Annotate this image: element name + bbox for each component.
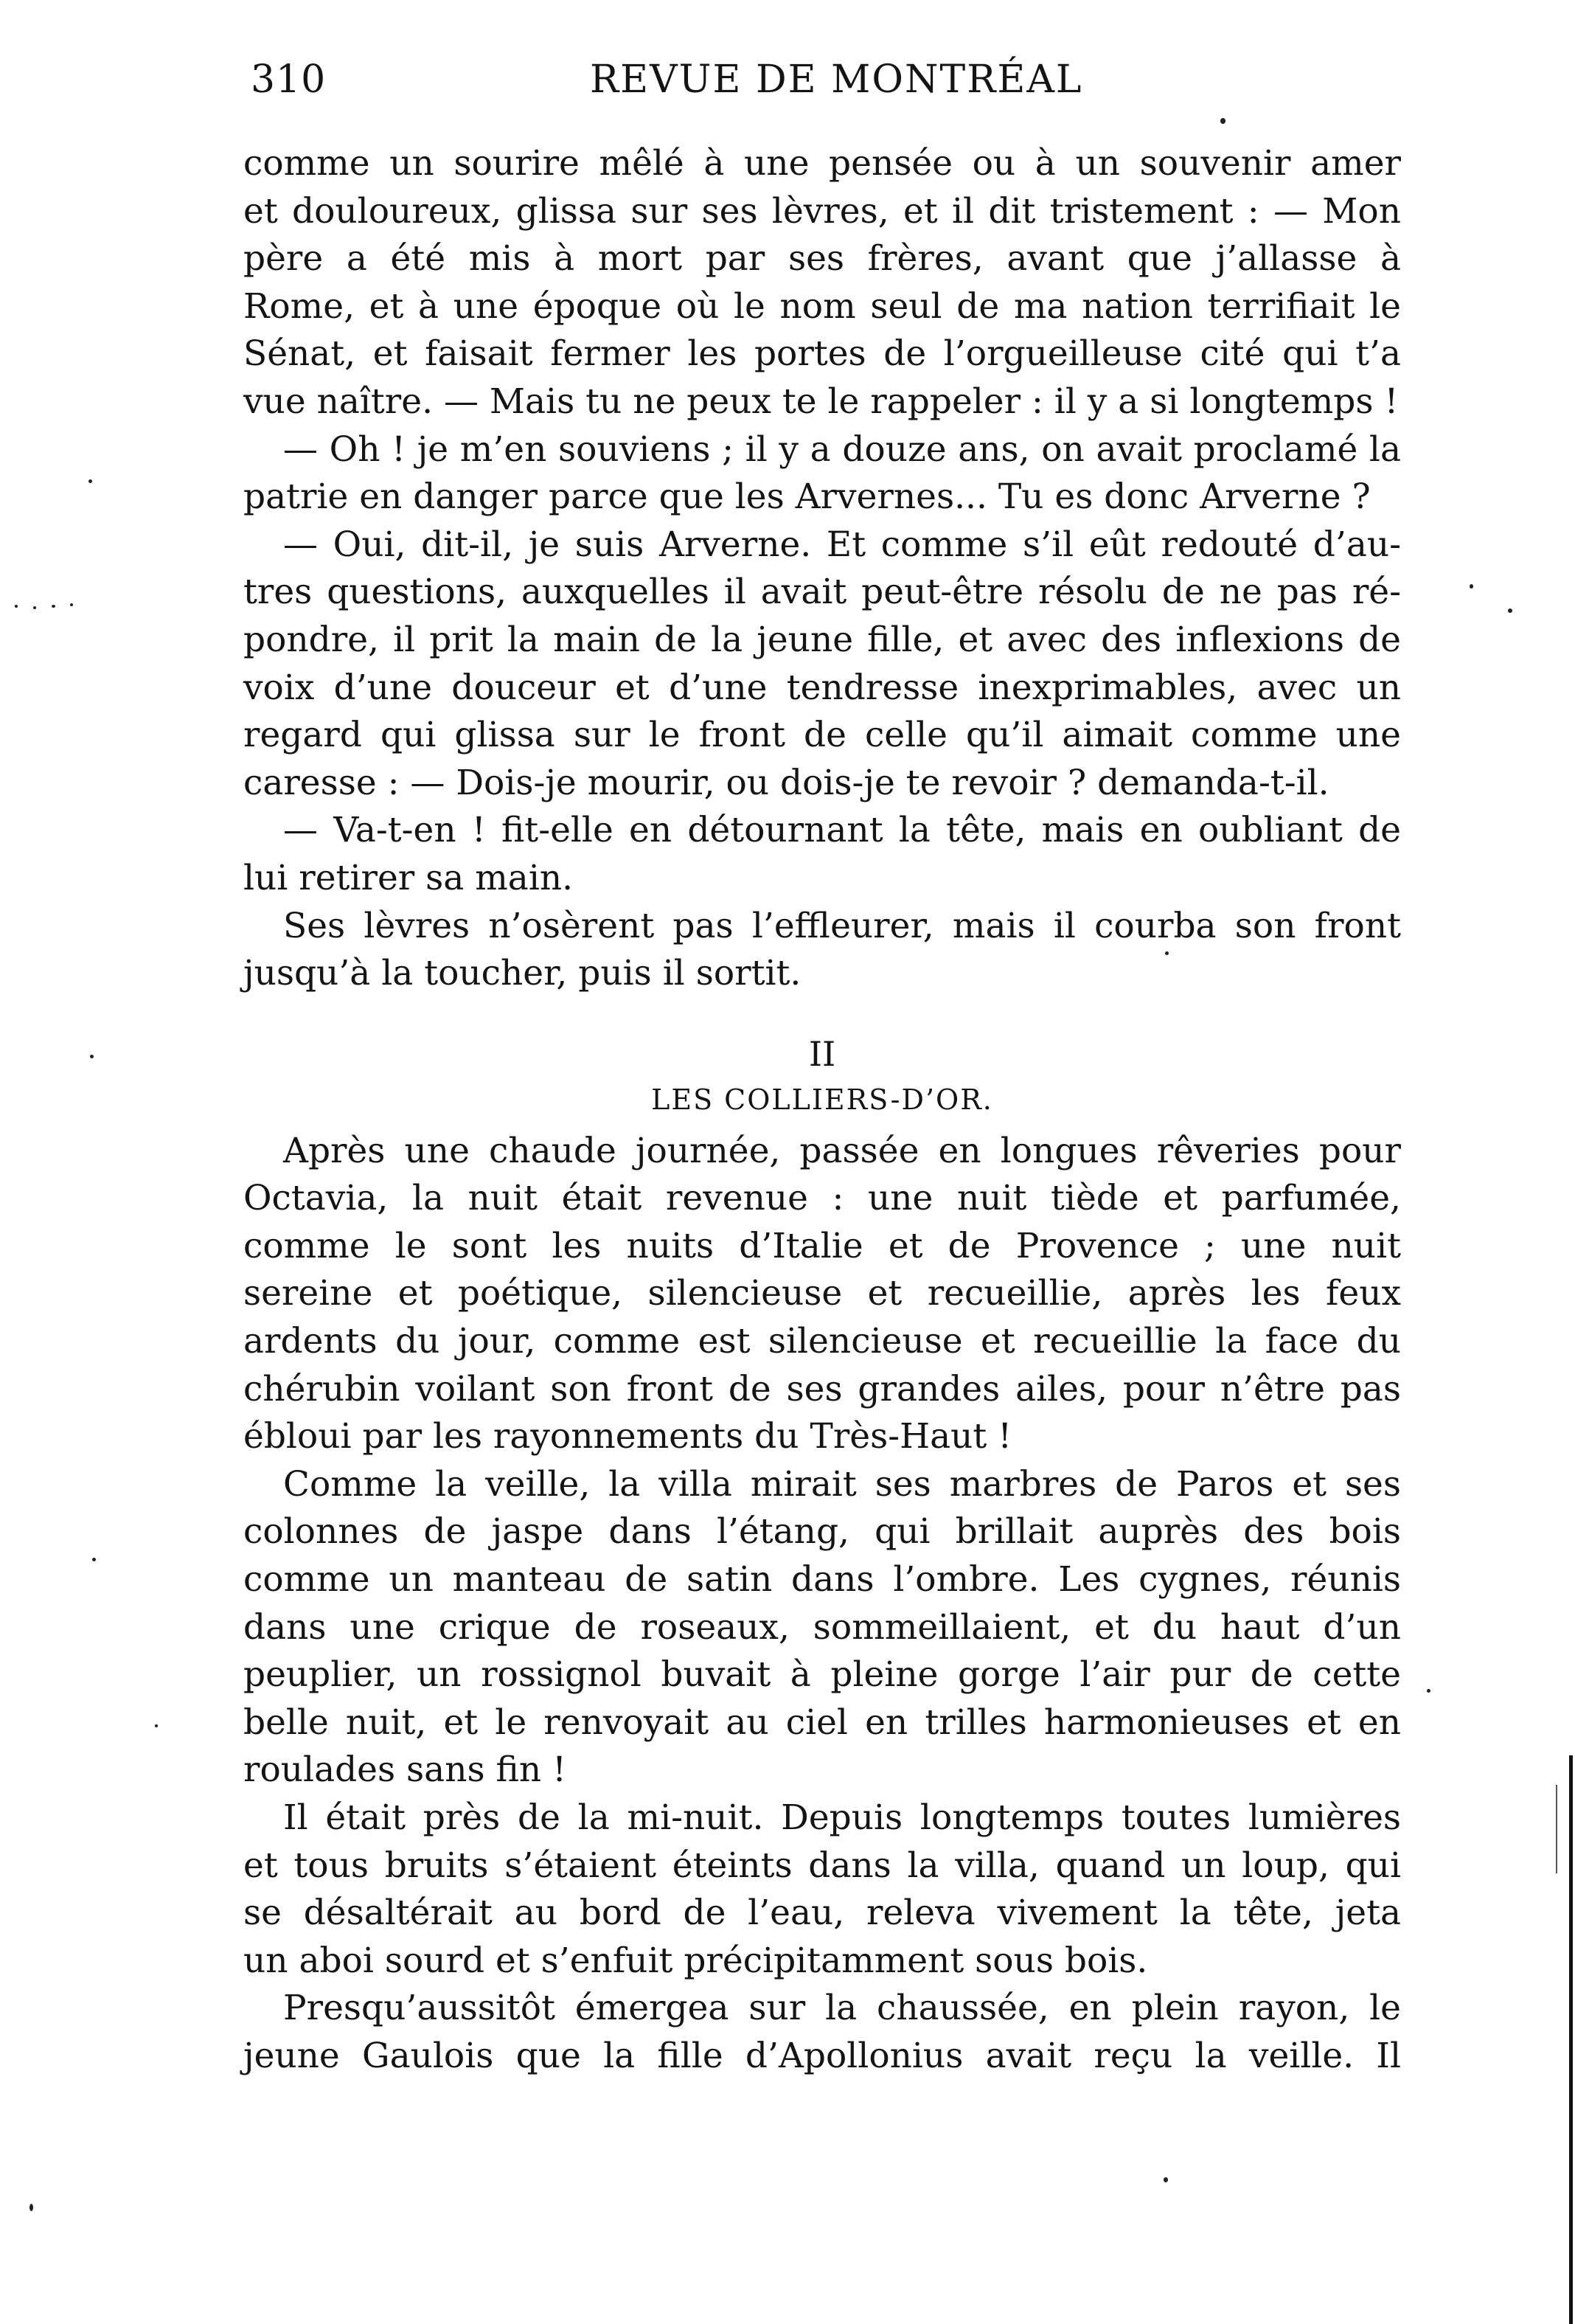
page-number: 310 [251, 58, 327, 102]
text-line: belle nuit, et le renvoyait au ciel en trilles harmonieuses et en [243, 1702, 1401, 1743]
text-line: voix d’une douceur et d’une tendresse inexprimables, avec un [243, 667, 1401, 708]
scan-speck [15, 605, 18, 608]
text-line: chérubin voilant son front de ses grandes ailes, pour n’être pas [243, 1368, 1401, 1409]
text-line: et tous bruits s’étaient éteints dans la villa, quand un loup, qui [243, 1845, 1401, 1886]
text-line: sereine et poétique, silencieuse et recueillie, après les feux [243, 1273, 1401, 1314]
text-line: Après une chaude journée, passée en longues rêveries pour [283, 1130, 1401, 1171]
text-line: jusqu’à la toucher, puis il sortit. [243, 953, 802, 994]
text-line: peuplier, un rossignol buvait à pleine gorge l’air pur de cette [243, 1654, 1401, 1696]
scan-speck [29, 2204, 33, 2211]
scan-speck [1470, 584, 1473, 589]
body-text [243, 140, 1401, 2081]
text-line: Il était près de la mi-nuit. Depuis longtemps toutes lumières [283, 1797, 1401, 1838]
scan-speck [90, 1055, 94, 1058]
text-line: ébloui par les rayonnements du Très-Haut ! [243, 1416, 1012, 1457]
text-line: tres questions, auxquelles il avait peut-être résolu de ne pas ré- [243, 572, 1401, 613]
text-line: Rome, et à une époque où le nom seul de ma nation terrifiait le [243, 285, 1401, 327]
text-line: jeune Gaulois que la fille d’Apollonius avait reçu la veille. Il [243, 2035, 1401, 2076]
scan-speck [1508, 608, 1512, 613]
section-gap [243, 998, 1401, 1032]
text-line: Sénat, et faisait fermer les portes de l’orgueilleuse cité qui t’a [243, 333, 1401, 375]
scan-speck [33, 606, 36, 609]
scan-speck [70, 603, 73, 606]
scan-speck [1164, 2177, 1168, 2182]
scan-edge-line [1569, 1755, 1573, 2324]
page-header [243, 58, 1408, 124]
text-line: Comme la veille, la villa mirait ses marbres de Paros et ses [283, 1463, 1401, 1505]
text-line: et douloureux, glissa sur ses lèvres, et il dit tristement : — Mon [243, 190, 1401, 232]
text-line: comme le sont les nuits d’Italie et de Provence ; une nuit [243, 1225, 1401, 1266]
text-line: Ses lèvres n’osèrent pas l’effleurer, mais il courba son front [283, 905, 1401, 946]
text-line: comme un sourire mêlé à une pensée ou à un souvenir amer [243, 143, 1401, 184]
text-line: roulades sans fin ! [243, 1749, 566, 1791]
text-line: Octavia, la nuit était revenue : une nuit tiède et parfumée, [243, 1178, 1401, 1219]
scan-speck [155, 1724, 158, 1727]
text-line: père a été mis à mort par ses frères, avant que j’allasse à [243, 238, 1401, 280]
text-line: patrie en danger parce que les Arvernes... Tu es donc Arverne ? [243, 476, 1371, 518]
text-line: ardents du jour, comme est silencieuse et recueillie la face du [243, 1321, 1401, 1362]
text-block-part-one [243, 140, 1401, 998]
running-title: REVUE DE MONTRÉAL [590, 58, 1083, 102]
text-line: lui retirer sa main. [243, 857, 574, 898]
section-number: II [808, 1033, 836, 1074]
text-block-part-two [243, 1128, 1401, 2081]
text-line: regard qui glissa sur le front de celle qu’il aimait comme une [243, 715, 1401, 756]
scan-speck [1220, 118, 1225, 124]
text-line: comme un manteau de satin dans l’ombre. Les cygnes, réunis [243, 1559, 1401, 1600]
text-line: se désaltérait au bord de l’eau, releva vivement la tête, jeta [243, 1893, 1401, 1934]
text-line: colonnes de jaspe dans l’étang, qui brillait auprès des bois [243, 1511, 1401, 1553]
scan-speck [92, 1558, 96, 1561]
text-line: un aboi sourd et s’enfuit précipitamment sous bois. [243, 1940, 1148, 1981]
text-line: Presqu’aussitôt émergea sur la chaussée, en plein rayon, le [283, 1988, 1401, 2029]
text-line: — Va-t-en ! fit-elle en détournant la tête, mais en oubliant de [283, 810, 1401, 851]
text-line: — Oui, dit-il, je suis Arverne. Et comme s’il eût redouté d’au- [283, 524, 1401, 565]
scan-speck [1427, 1689, 1430, 1693]
text-line: pondre, il prit la main de la jeune fille, et avec des inflexions de [243, 619, 1401, 660]
section-title: LES COLLIERS-D’OR. [651, 1083, 993, 1116]
text-line: dans une crique de roseaux, sommeillaient, et du haut d’un [243, 1606, 1401, 1648]
scan-speck [1165, 951, 1169, 955]
scan-speck [88, 479, 92, 483]
text-line: caresse : — Dois-je mourir, ou dois-je te revoir ? demanda-t-il. [243, 762, 1329, 803]
text-line: — Oh ! je m’en souviens ; il y a douze ans, on avait proclamé la [283, 429, 1401, 470]
text-line: vue naître. — Mais tu ne peux te le rappeler : il y a si longtemps ! [243, 381, 1399, 422]
scan-edge-line [1556, 1785, 1557, 1873]
scan-speck [52, 605, 55, 608]
